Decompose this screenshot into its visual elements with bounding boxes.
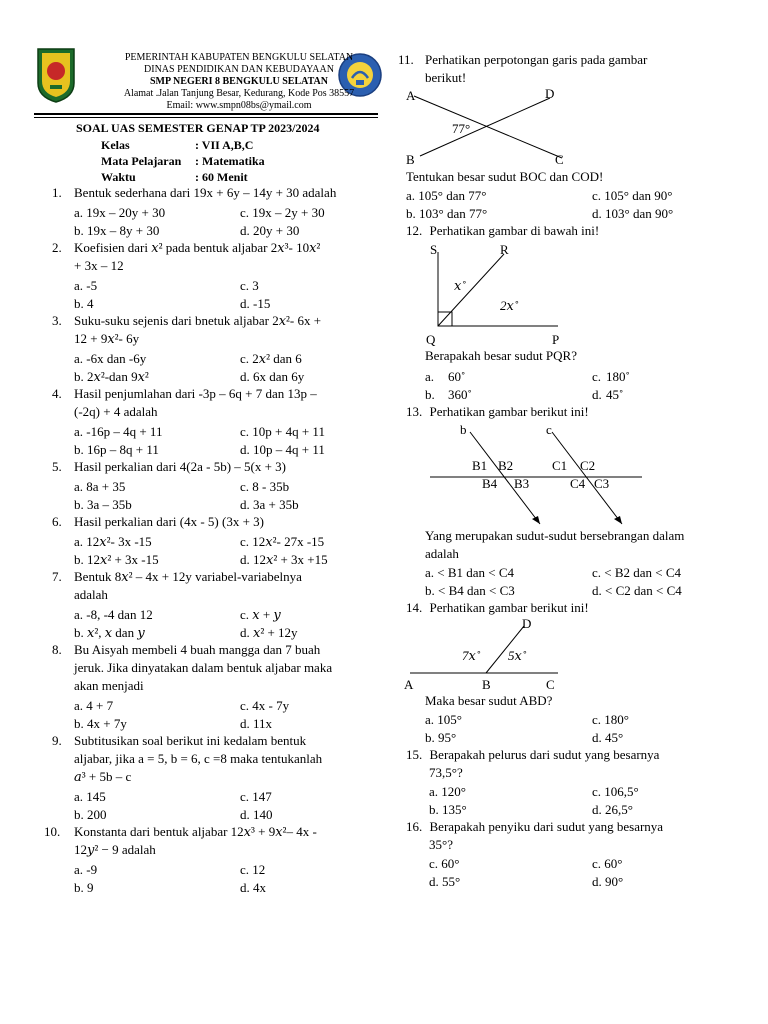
option[interactable]: b. 𝑥², 𝑥 dan 𝑦 xyxy=(74,624,145,640)
option[interactable]: b. 3a – 35b xyxy=(74,496,132,512)
question-line: Hasil perkalian dari (4x - 5) (3x + 3) xyxy=(74,514,264,529)
question-11 xyxy=(398,51,414,69)
question-line: Suku-suku sejenis dari bnetuk aljabar 2𝑥²- 6x + xyxy=(74,313,322,328)
question-number: 9. xyxy=(52,733,62,748)
angle-c3: C3 xyxy=(594,476,610,491)
option-letter: a. xyxy=(425,369,435,384)
header-line-5: Email: www.smpn08bs@ymail.com xyxy=(166,100,312,111)
question-prompt: Berapakah besar sudut PQR? xyxy=(425,348,577,363)
question-line: + 3x – 12 xyxy=(74,258,124,273)
line-c xyxy=(552,432,622,524)
question-line: aljabar, jika a = 5, b = 6, c =8 maka tentukanlah xyxy=(74,751,323,766)
question-number: 6. xyxy=(52,514,62,529)
question-number: 16. xyxy=(406,819,423,834)
option[interactable]: a. 120° xyxy=(429,784,466,799)
school-letterhead xyxy=(80,52,398,112)
option[interactable]: d. -15 xyxy=(240,295,271,311)
fig-label-r: R xyxy=(500,242,509,257)
question-text: Berapakah pelurus dari sudut yang besarnya xyxy=(429,747,660,762)
option[interactable]: b. 19x – 8y + 30 xyxy=(74,222,160,238)
question-line: Bentuk sederhana dari 19x + 6y – 14y + 30 adalah xyxy=(74,185,337,200)
question-number: 8. xyxy=(52,642,62,657)
exam-title: SOAL UAS SEMESTER GENAP TP 2023/2024 xyxy=(76,121,320,135)
angle-b2: B2 xyxy=(498,458,514,473)
option[interactable]: b. 16p – 8q + 11 xyxy=(74,441,159,457)
option[interactable]: a. -5 xyxy=(74,278,98,293)
exam-info-label: Mata Pelajaran xyxy=(101,154,182,168)
question-text: Perhatikan gambar berikut ini! xyxy=(429,404,589,419)
option[interactable]: b. 2𝑥²-dan 9𝑥² xyxy=(74,368,149,384)
question-line: Hasil perkalian dari 4(2a - 5b) – 5(x + 3) xyxy=(74,459,287,474)
option[interactable]: d. 10p – 4q + 11 xyxy=(240,441,325,457)
question-text: Perhatikan gambar berikut ini! xyxy=(429,600,589,615)
option[interactable]: c. 12 xyxy=(240,862,266,877)
figure-intersecting-lines xyxy=(400,86,590,170)
option[interactable]: d. < C2 dan < C4 xyxy=(592,583,682,598)
option-letter: c. xyxy=(592,369,602,384)
option[interactable]: c. 106,5° xyxy=(592,784,639,799)
option[interactable]: b. 95° xyxy=(425,730,457,745)
question-line: akan menjadi xyxy=(74,678,144,693)
option[interactable]: d. 6x dan 6y xyxy=(240,368,305,384)
exam-info-row xyxy=(101,137,254,153)
option[interactable]: c. 𝑥 + 𝑦 xyxy=(240,607,281,622)
question-15 xyxy=(406,747,659,763)
header-line-2: DINAS PENDIDIKAN DAN KEBUDAYAAN xyxy=(144,64,334,75)
question-line: (-2q) + 4 adalah xyxy=(74,404,158,419)
question-text: Perhatikan gambar di bawah ini! xyxy=(429,223,600,238)
ray-qr xyxy=(438,254,504,326)
figure-transversal-lines xyxy=(428,422,648,526)
option[interactable]: d. 3a + 35b xyxy=(240,496,299,512)
exam-info-value: : Matematika xyxy=(195,154,265,168)
angle-c1: C1 xyxy=(552,458,568,473)
question-text xyxy=(425,51,715,87)
angle-c4: C4 xyxy=(570,476,586,491)
fig-angle-label: 77° xyxy=(452,121,471,136)
option[interactable]: b. 4 xyxy=(74,295,94,311)
question-number: 5. xyxy=(52,459,62,474)
question-number: 4. xyxy=(52,386,62,401)
option[interactable]: 360˚ xyxy=(448,387,472,402)
option[interactable]: c. < B2 dan < C4 xyxy=(592,565,682,580)
figure-angle-pqr xyxy=(426,240,576,346)
option[interactable]: d. 12𝑥² + 3x +15 xyxy=(240,551,328,567)
question-line: 𝑎³ + 5b – c xyxy=(74,769,132,784)
question-prompt: Yang merupakan sudut-sudut bersebrangan dalam xyxy=(425,528,685,543)
option[interactable]: a. 8a + 35 xyxy=(74,479,126,494)
fig-label-b: b xyxy=(460,422,467,437)
exam-info-row xyxy=(101,169,248,185)
option[interactable]: c. 60° xyxy=(592,856,623,871)
question-number: 3. xyxy=(52,313,62,328)
question-number: 11. xyxy=(398,52,414,67)
question-text: 35°? xyxy=(429,837,453,852)
fig-label-c: C xyxy=(555,152,564,167)
fig-label-a: A xyxy=(406,88,416,103)
fig-angle-label: 2𝑥˚ xyxy=(500,298,519,313)
question-number: 7. xyxy=(52,569,62,584)
option[interactable]: c. 12𝑥²- 27x -15 xyxy=(240,534,325,549)
option[interactable]: c. 180° xyxy=(592,712,629,727)
option[interactable]: a. -9 xyxy=(74,862,98,877)
option[interactable]: d. 4x xyxy=(240,879,266,895)
option-letter: b. xyxy=(425,387,435,402)
question-line: berikut! xyxy=(425,70,467,85)
question-line: adalah xyxy=(74,587,108,602)
option-letter: d. xyxy=(592,387,602,402)
option[interactable]: 180˚ xyxy=(606,369,630,384)
fig-label-c: C xyxy=(546,677,555,692)
question-number: 15. xyxy=(406,747,423,762)
header-line-1: PEMERINTAH KABUPATEN BENGKULU SELATAN xyxy=(124,52,354,63)
question-prompt: Maka besar sudut ABD? xyxy=(425,693,553,708)
header-line-4: Alamat .Jalan Tanjung Besar, Kedurang, Kode Pos 38557 xyxy=(123,88,355,99)
angle-c2: C2 xyxy=(580,458,596,473)
option[interactable]: b. 135° xyxy=(429,802,467,817)
option[interactable]: c. 19x – 2y + 30 xyxy=(240,205,325,220)
fig-angle-label: 5𝑥˚ xyxy=(508,648,527,663)
option[interactable]: c. 2𝑥² dan 6 xyxy=(240,351,302,366)
option[interactable]: a. -8, -4 dan 12 xyxy=(74,607,153,622)
header-rule-thin xyxy=(34,117,378,118)
fig-angle-label: 𝑥˚ xyxy=(454,278,466,293)
option[interactable]: c. 147 xyxy=(240,789,272,804)
option[interactable]: c. 10p + 4q + 11 xyxy=(240,424,325,439)
exam-info xyxy=(101,137,265,185)
option[interactable]: 60˚ xyxy=(448,369,466,384)
question-prompt: adalah xyxy=(425,546,459,561)
exam-info-label: Kelas xyxy=(101,138,130,152)
line-b xyxy=(470,432,540,524)
question-number: 14. xyxy=(406,600,423,615)
option[interactable]: c. 105° dan 90° xyxy=(592,188,673,203)
question-number: 1. xyxy=(52,185,62,200)
question-16 xyxy=(406,819,663,835)
exam-info-label: Waktu xyxy=(101,170,136,184)
question-line: Hasil penjumlahan dari -3p – 6q + 7 dan 13p – xyxy=(74,386,317,401)
option[interactable]: 45˚ xyxy=(606,387,624,402)
district-logo xyxy=(36,47,76,103)
option[interactable]: d. 𝑥² + 12y xyxy=(240,624,298,640)
question-line: Bu Aisyah membeli 4 buah mangga dan 7 buah xyxy=(74,642,321,657)
option[interactable]: a. 4 + 7 xyxy=(74,698,114,713)
option[interactable]: b. 12𝑥² + 3x -15 xyxy=(74,551,159,567)
option[interactable]: a. 105° dan 77° xyxy=(406,188,487,203)
question-text: Berapakah penyiku dari sudut yang besarnya xyxy=(429,819,664,834)
question-line: Bentuk 8𝑥² – 4x + 12y variabel-variabelnya xyxy=(74,569,302,584)
fig-label-b: B xyxy=(406,152,415,167)
fig-angle-label: 7𝑥˚ xyxy=(462,648,481,663)
option[interactable]: d. 45° xyxy=(592,730,624,745)
arrow-c xyxy=(614,516,622,524)
fig-label-a: A xyxy=(404,677,414,692)
question-prompt: Tentukan besar sudut BOC dan COD! xyxy=(406,169,604,184)
question-number: 2. xyxy=(52,240,62,255)
question-line: 12𝑦² − 9 adalah xyxy=(74,842,156,857)
option[interactable]: a. < B1 dan < C4 xyxy=(425,565,515,580)
option[interactable]: d. 103° dan 90° xyxy=(592,206,674,221)
fig-label-q: Q xyxy=(426,332,436,346)
option[interactable]: b. 4x + 7y xyxy=(74,715,127,731)
angle-b3: B3 xyxy=(514,476,530,491)
angle-b4: B4 xyxy=(482,476,498,491)
option[interactable]: a. -6x dan -6y xyxy=(74,351,147,366)
exam-info-value: : 60 Menit xyxy=(195,170,248,184)
option[interactable]: c. 8 - 35b xyxy=(240,479,290,494)
question-line: Perhatikan perpotongan garis pada gambar xyxy=(425,52,648,67)
option[interactable]: d. 140 xyxy=(240,806,273,822)
fig-label-c: c xyxy=(546,422,552,437)
option[interactable]: d. 55° xyxy=(429,874,461,889)
option[interactable]: d. 11x xyxy=(240,715,273,731)
question-line: 12 + 9𝑥²- 6y xyxy=(74,331,140,346)
option[interactable]: b. 200 xyxy=(74,806,107,822)
fig-label-p: P xyxy=(552,332,560,346)
header-line-3: SMP NEGERI 8 BENGKULU SELATAN xyxy=(150,76,328,87)
question-14 xyxy=(406,600,589,616)
option[interactable]: c. 60° xyxy=(429,856,460,871)
option[interactable]: d. 26,5° xyxy=(592,802,633,817)
option[interactable]: a. 12𝑥²- 3x -15 xyxy=(74,534,152,549)
question-line: Koefisien dari 𝑥² pada bentuk aljabar 2𝑥³- 10𝑥² xyxy=(74,240,321,255)
fig-label-s: S xyxy=(430,242,438,257)
question-line: jeruk. Jika dinyatakan dalam bentuk aljabar maka xyxy=(74,660,333,675)
fig-label-d: D xyxy=(522,616,532,631)
option[interactable]: a. 105° xyxy=(425,712,462,727)
question-number: 13. xyxy=(406,404,423,419)
question-line: Konstanta dari bentuk aljabar 12𝑥³ + 9𝑥²– 4x - xyxy=(74,824,317,839)
option[interactable]: d. 20y + 30 xyxy=(240,222,300,238)
option[interactable]: b. 9 xyxy=(74,879,94,895)
question-13 xyxy=(406,404,589,420)
option[interactable]: c. 4x - 7y xyxy=(240,698,290,713)
question-number: 12. xyxy=(406,223,423,238)
fig-label-d: D xyxy=(545,86,555,101)
option[interactable]: a. 145 xyxy=(74,789,106,804)
option[interactable]: b. < B4 dan < C3 xyxy=(425,583,515,598)
question-line: Subtitusikan soal berikut ini kedalam bentuk xyxy=(74,733,307,748)
header-rule xyxy=(34,113,378,115)
angle-b1: B1 xyxy=(472,458,488,473)
question-text: 73,5°? xyxy=(429,765,463,780)
option[interactable]: b. 103° dan 77° xyxy=(406,206,488,221)
exam-info-value: : VII A,B,C xyxy=(195,138,254,152)
question-12 xyxy=(406,223,599,239)
option[interactable]: d. 90° xyxy=(592,874,624,889)
fig-label-b: B xyxy=(482,677,491,692)
arrow-b xyxy=(532,516,540,524)
option[interactable]: c. 3 xyxy=(240,278,259,293)
option[interactable]: a. 19x – 20y + 30 xyxy=(74,205,166,220)
figure-angle-abd xyxy=(400,616,570,692)
option[interactable]: a. -16p – 4q + 11 xyxy=(74,424,163,439)
question-number: 10. xyxy=(44,824,61,839)
exam-info-row xyxy=(101,153,265,169)
